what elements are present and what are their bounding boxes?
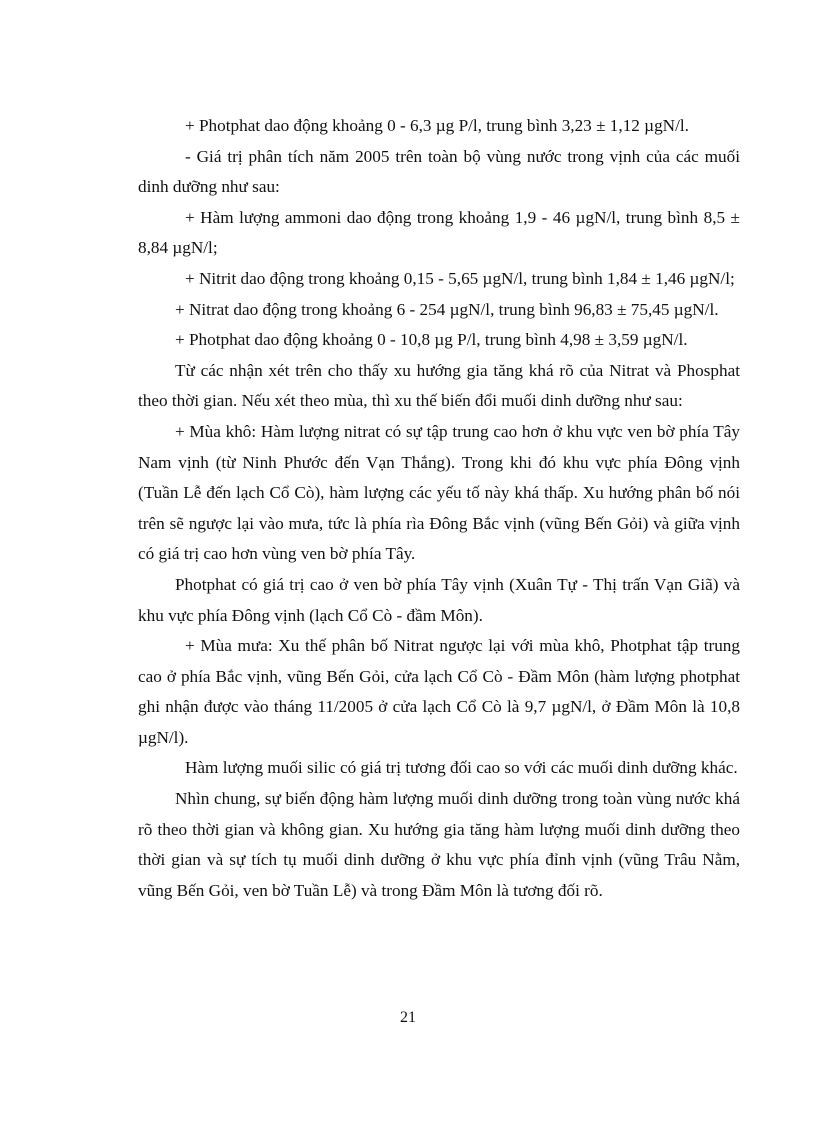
paragraph-photphat-range-2: + Photphat dao động khoảng 0 - 10,8 µg P/l, trung bình 4,98 ± 3,59 µgN/l.	[175, 330, 688, 350]
paragraph-nitrit: + Nitrit dao động trong khoảng 0,15 - 5,65 µgN/l, trung bình 1,84 ± 1,46 µgN/l;	[185, 268, 735, 288]
paragraph-conclusion: Nhìn chung, sự biến động hàm lượng muối dinh dưỡng trong toàn vùng nước khá rõ theo thời gian và không gian. Xu hướng gia tăng hàm lượng muối dinh dưỡng theo thời gian và sự tích tụ muối dinh dưỡng ở khu vực phía đỉnh vịnh (vũng Trâu Nằm, vũng Bến Gỏi, ven bờ Tuần Lễ) và trong Đầm Môn là tương đối rõ.	[138, 789, 740, 900]
paragraph-photphat-distribution: Photphat có giá trị cao ở ven bờ phía Tây vịnh (Xuân Tự - Thị trấn Vạn Giã) và khu vực phía Đông vịnh (lạch Cổ Cò - đầm Môn).	[138, 574, 740, 625]
paragraph-silic: Hàm lượng muối silic có giá trị tương đối cao so với các muối dinh dưỡng khác.	[185, 758, 738, 778]
page-number: 21	[400, 1009, 416, 1026]
paragraph-ammoni: + Hàm lượng ammoni dao động trong khoảng 1,9 - 46 µgN/l, trung bình 8,5 ± 8,84 µgN/l;	[138, 207, 740, 258]
paragraph-dry-season: + Mùa khô: Hàm lượng nitrat có sự tập trung cao hơn ở khu vực ven bờ phía Tây Nam vịnh (từ Ninh Phước đến Vạn Thắng). Trong khi đó khu vực phía Đông vịnh (Tuần Lễ đến lạch Cổ Cò), hàm lượng các yếu tố này khá thấp. Xu hướng phân bố nói trên sẽ ngược lại vào mưa, tức là phía rìa Đông Bắc vịnh (vũng Bến Gỏi) và giữa vịnh có giá trị cao hơn vùng ven bờ phía Tây.	[138, 421, 740, 564]
paragraph-trend-summary: Từ các nhận xét trên cho thấy xu hướng gia tăng khá rõ của Nitrat và Phosphat theo thời gian. Nếu xét theo mùa, thì xu thế biến đổi muối dinh dưỡng như sau:	[138, 360, 740, 411]
text-body	[138, 111, 740, 906]
paragraph-analysis-2005-intro: - Giá trị phân tích năm 2005 trên toàn bộ vùng nước trong vịnh của các muối dinh dưỡng như sau:	[138, 146, 740, 197]
paragraph-photphat-range-1: + Photphat dao động khoảng 0 - 6,3 µg P/l, trung bình 3,23 ± 1,12 µgN/l.	[185, 116, 689, 135]
paragraph-nitrat: + Nitrat dao động trong khoảng 6 - 254 µgN/l, trung bình 96,83 ± 75,45 µgN/l.	[175, 299, 719, 319]
paragraph-rainy-season: + Mùa mưa: Xu thế phân bố Nitrat ngược lại với mùa khô, Photphat tập trung cao ở phía Bắc vịnh, vũng Bến Gỏi, cửa lạch Cổ Cò - Đầm Môn (hàm lượng photphat ghi nhận được vào tháng 11/2005 ở cửa lạch Cổ Cò là 9,7 µgN/l, ở Đầm Môn là 10,8 µgN/l).	[138, 636, 740, 747]
